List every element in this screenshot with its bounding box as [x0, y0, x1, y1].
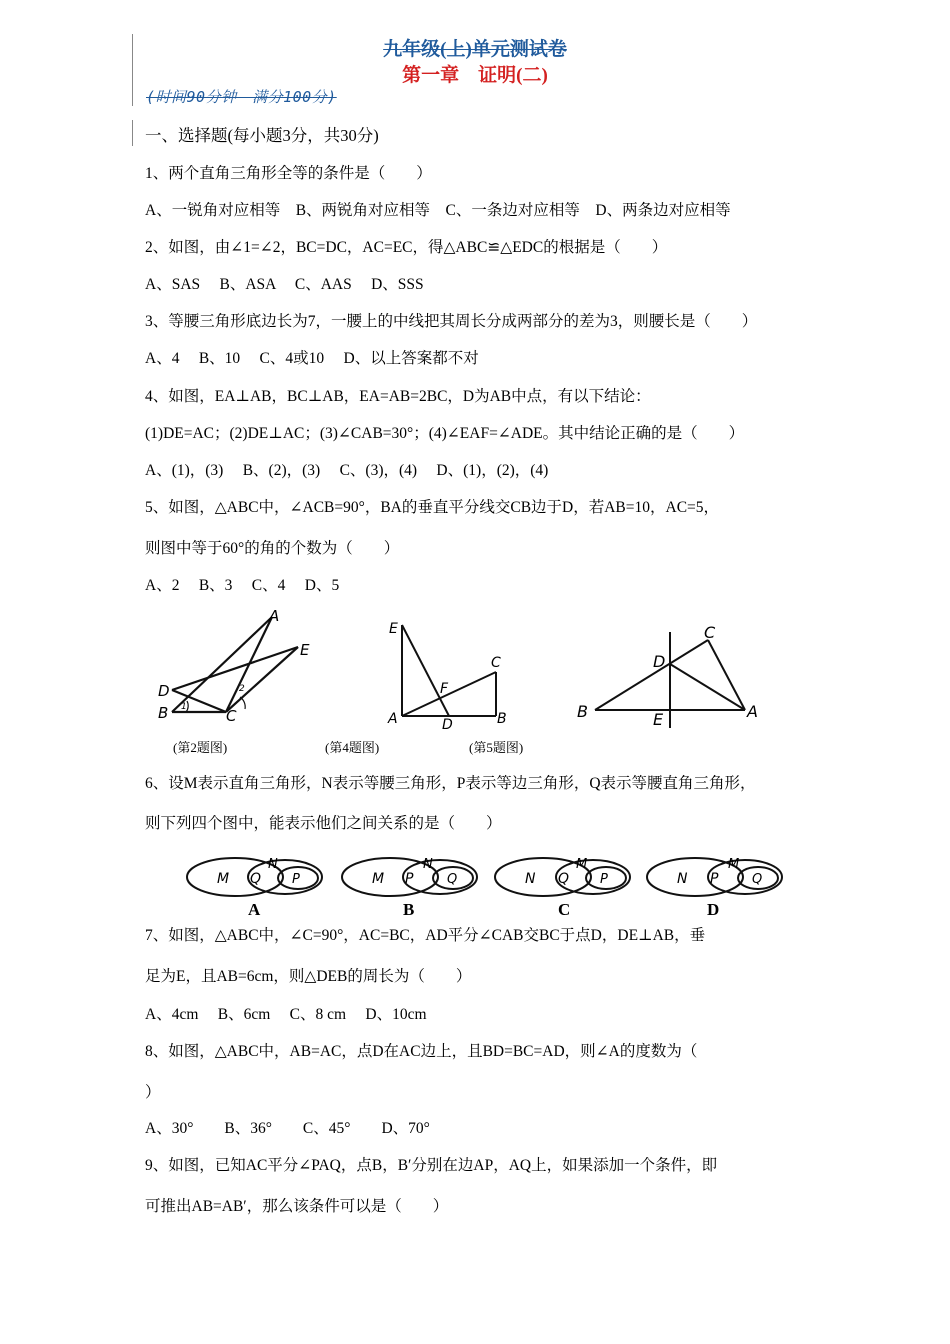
fig2-label-a: A	[269, 607, 280, 625]
fig5-label-a: A	[747, 702, 758, 721]
fig2-label-d: D	[158, 682, 170, 700]
venn-option-b	[342, 857, 477, 919]
fig4-label-e: E	[389, 621, 398, 637]
venn-c-inner: P	[600, 872, 608, 887]
venn-b-inner: Q	[447, 872, 458, 887]
venn-d-inner: Q	[752, 872, 763, 887]
question-4: 4、如图，EA⊥AB，BC⊥AB，EA=AB=2BC，D为AB中点，有以下结论：	[145, 388, 651, 405]
venn-a-outer: M	[217, 871, 230, 887]
question-9-cont: 可推出AB=AB′，那么该条件可以是（ ）	[145, 1198, 449, 1215]
question-7: 7、如图，△ABC中，∠C=90°，AC=BC，AD平分∠CAB交BC于点D，DE⊥AB，垂	[145, 927, 706, 944]
venn-c-letter: C	[558, 900, 571, 919]
figure-q5	[572, 620, 767, 730]
fig5-label-c: C	[704, 623, 716, 642]
question-1: 1、两个直角三角形全等的条件是（ ）	[145, 165, 432, 182]
figure-q4	[385, 615, 510, 730]
fig2-label-1: 1	[181, 702, 187, 712]
fig5-label-d: D	[653, 652, 666, 671]
question-1-options: A、一锐角对应相等 B、两锐角对应相等 C、一条边对应相等 D、两条边对应相等	[145, 202, 731, 219]
venn-d-mid: M	[728, 857, 740, 872]
question-3-options: A、4 B、10 C、4或10 D、以上答案都不对	[145, 350, 479, 367]
fig4-label-d: D	[442, 717, 453, 730]
venn-option-d	[647, 857, 782, 919]
fig5-caption: (第5题图)	[469, 740, 524, 755]
fig2-label-2: 2	[239, 684, 245, 694]
venn-c-overlap: Q	[558, 871, 570, 887]
fig4-label-f: F	[440, 681, 449, 697]
question-4-conclusions: (1)DE=AC；(2)DE⊥AC；(3)∠CAB=30°；(4)∠EAF=∠ADE。其中结论正确的是（ ）	[145, 425, 745, 442]
fig5-label-b: B	[577, 702, 588, 721]
fig2-caption: (第2题图)	[173, 740, 228, 755]
fig2-label-b: B	[158, 704, 169, 722]
fig4-label-a: A	[388, 711, 398, 727]
question-2: 2、如图，由∠1=∠2，BC=DC，AC=EC，得△ABC≌△EDC的根据是（ ）	[145, 239, 668, 256]
question-4-options: A、(1)，(3) B、(2)，(3) C、(3)，(4) D、(1)，(2)，(4)	[145, 462, 549, 479]
question-5: 5、如图，△ABC中，∠ACB=90°，BA的垂直平分线交CB边于D，若AB=10，AC=5，	[145, 499, 720, 516]
fig5-label-e: E	[653, 710, 664, 729]
venn-a-inner: P	[292, 872, 300, 887]
venn-b-overlap: P	[405, 871, 414, 887]
venn-option-a	[187, 857, 322, 919]
question-8: 8、如图，△ABC中，AB=AC，点D在AC边上，且BD=BC=AD，则∠A的度数为（	[145, 1043, 698, 1060]
venn-b-outer: M	[372, 871, 385, 887]
question-6-cont: 则下列四个图中，能表示他们之间关系的是（ ）	[145, 815, 502, 832]
venn-c-outer: N	[525, 871, 536, 887]
venn-a-mid: N	[268, 857, 278, 872]
question-7-options: A、4cm B、6cm C、8 cm D、10cm	[145, 1006, 427, 1023]
venn-a-letter: A	[248, 900, 261, 919]
fig4-caption: (第4题图)	[325, 740, 380, 755]
chapter-subtitle: 第一章 证明(二)	[402, 65, 548, 86]
venn-c-mid: M	[576, 857, 588, 872]
venn-a-overlap: Q	[250, 871, 262, 887]
venn-d-overlap: P	[710, 871, 719, 887]
venn-b-letter: B	[403, 900, 415, 919]
question-8-options: A、30° B、36° C、45° D、70°	[145, 1120, 430, 1137]
fig2-label-c: C	[226, 707, 237, 725]
fig4-label-b: B	[497, 711, 507, 727]
question-2-options: A、SAS B、ASA C、AAS D、SSS	[145, 276, 424, 293]
question-6: 6、设M表示直角三角形，N表示等腰三角形，P表示等边三角形，Q表示等腰直角三角形，	[145, 775, 756, 792]
section-heading: 一、选择题(每小题3分，共30分)	[145, 126, 379, 145]
venn-d-outer: N	[677, 871, 688, 887]
question-5-cont: 则图中等于60°的角的个数为（ ）	[145, 540, 400, 557]
fig4-label-c: C	[491, 655, 501, 671]
venn-d-letter: D	[707, 900, 720, 919]
question-7-cont: 足为E，且AB=6cm，则△DEB的周长为（ ）	[145, 968, 472, 985]
time-info: (时间90分钟 满分100分)	[146, 88, 337, 106]
page-title: 九年级(上)单元测试卷	[383, 39, 567, 60]
figure-q2	[150, 605, 325, 730]
venn-b-mid: N	[423, 857, 433, 872]
question-8-cont: ）	[145, 1084, 161, 1101]
venn-diagrams	[185, 852, 790, 922]
question-9: 9、如图，已知AC平分∠PAQ，点B，B′分别在边AP，AQ上，如果添加一个条件，即	[145, 1157, 718, 1174]
question-3: 3、等腰三角形底边长为7，一腰上的中线把其周长分成两部分的差为3，则腰长是（ ）	[145, 313, 758, 330]
margin-line-mid	[132, 120, 133, 146]
fig2-label-e: E	[300, 641, 310, 659]
question-5-options: A、2 B、3 C、4 D、5	[145, 577, 340, 594]
venn-option-c	[495, 857, 630, 919]
